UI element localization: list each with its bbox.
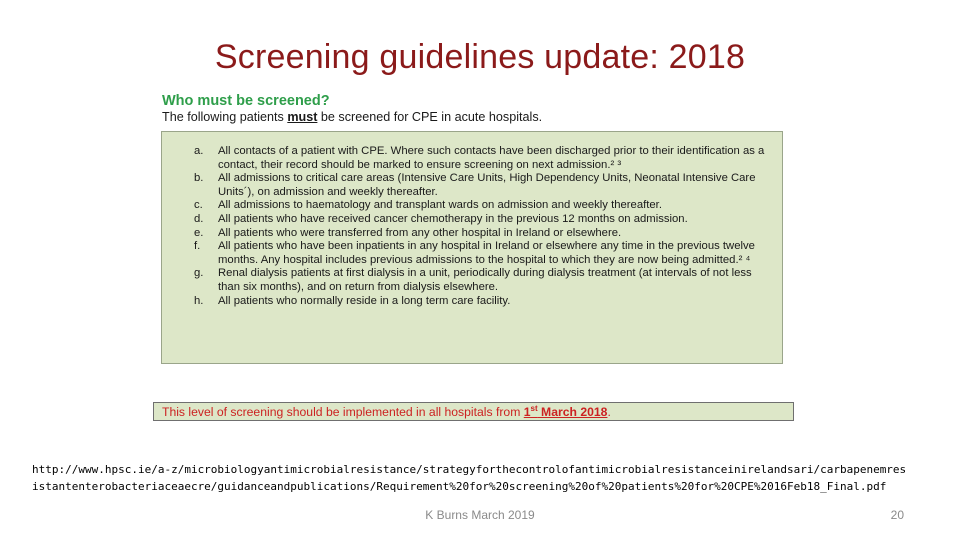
criteria-text: All admissions to critical care areas (Intensive Care Units, High Dependency Units, Neonatal Intensive Care Units´), on admission and weekly thereafter. <box>218 172 756 198</box>
screening-intro <box>162 110 542 124</box>
criteria-letter: f. <box>194 240 201 253</box>
screening-heading: Who must be screened? <box>162 93 330 109</box>
criteria-item <box>194 227 776 241</box>
notice-date-day: 1 <box>523 405 531 420</box>
slide-title: Screening guidelines update: 2018 <box>214 38 746 76</box>
criteria-letter: a. <box>194 145 204 157</box>
criteria-text: All admissions to haematology and transplant wards on admission and weekly thereafter. <box>218 199 662 212</box>
criteria-text: All patients who were transferred from any other hospital in Ireland or elsewhere. <box>218 226 622 239</box>
notice-before: This level of screening should be implemented in all hospitals from <box>162 405 524 420</box>
criteria-item <box>194 213 776 227</box>
page-number: 20 <box>890 508 904 522</box>
criteria-item <box>194 145 776 172</box>
criteria-item <box>194 199 776 213</box>
criteria-letter: b. <box>194 172 204 185</box>
footer-author: K Burns March 2019 <box>425 508 535 522</box>
criteria-letter: d. <box>194 212 204 225</box>
criteria-text: All contacts of a patient with CPE. Where such contacts have been discharged prior to their identification as a contact, their record should be marked to ensure screening on next admission.² ³ <box>218 145 765 171</box>
source-url: http://www.hpsc.ie/a-z/microbiologyantimicrobialresistance/strategyforthecontrolofantimicrobialresistanceinirelandsari/carbapenemresistantenterobacteriaceaecre/guidanceandpublications/Requirement%20for%20screening%20of%20patients%20for%20CPE%2016Feb18_Final.pdf <box>32 463 907 493</box>
criteria-list <box>194 145 776 308</box>
notice-date <box>523 404 611 420</box>
criteria-letter: g. <box>194 267 204 280</box>
notice-after: . <box>607 405 611 420</box>
intro-before: The following patients <box>162 110 288 124</box>
criteria-item <box>194 172 776 199</box>
criteria-letter: e. <box>194 226 204 239</box>
criteria-box <box>161 131 783 364</box>
criteria-letter: c. <box>194 199 203 212</box>
notice-text <box>162 404 611 419</box>
criteria-text: Renal dialysis patients at first dialysis in a unit, periodically during dialysis treatment (at intervals of not less than six months), and on return from dialysis elsewhere. <box>218 267 752 293</box>
criteria-text: All patients who have received cancer chemotherapy in the previous 12 months on admission. <box>218 212 688 225</box>
notice-date-rest: March 2018 <box>537 405 608 420</box>
implementation-notice <box>153 402 794 421</box>
criteria-item <box>194 240 776 267</box>
criteria-letter: h. <box>194 294 204 307</box>
notice-date-sup: st <box>530 404 538 413</box>
intro-emphasis: must <box>287 110 318 124</box>
criteria-text: All patients who normally reside in a long term care facility. <box>218 294 511 307</box>
intro-after: be screened for CPE in acute hospitals. <box>317 110 543 124</box>
criteria-item <box>194 295 776 309</box>
criteria-item <box>194 267 776 294</box>
criteria-text: All patients who have been inpatients in any hospital in Ireland or elsewhere any time in the previous twelve months. Any hospital includes previous admissions to the hospital to which they are now being admitted.² ⁴ <box>218 240 755 266</box>
